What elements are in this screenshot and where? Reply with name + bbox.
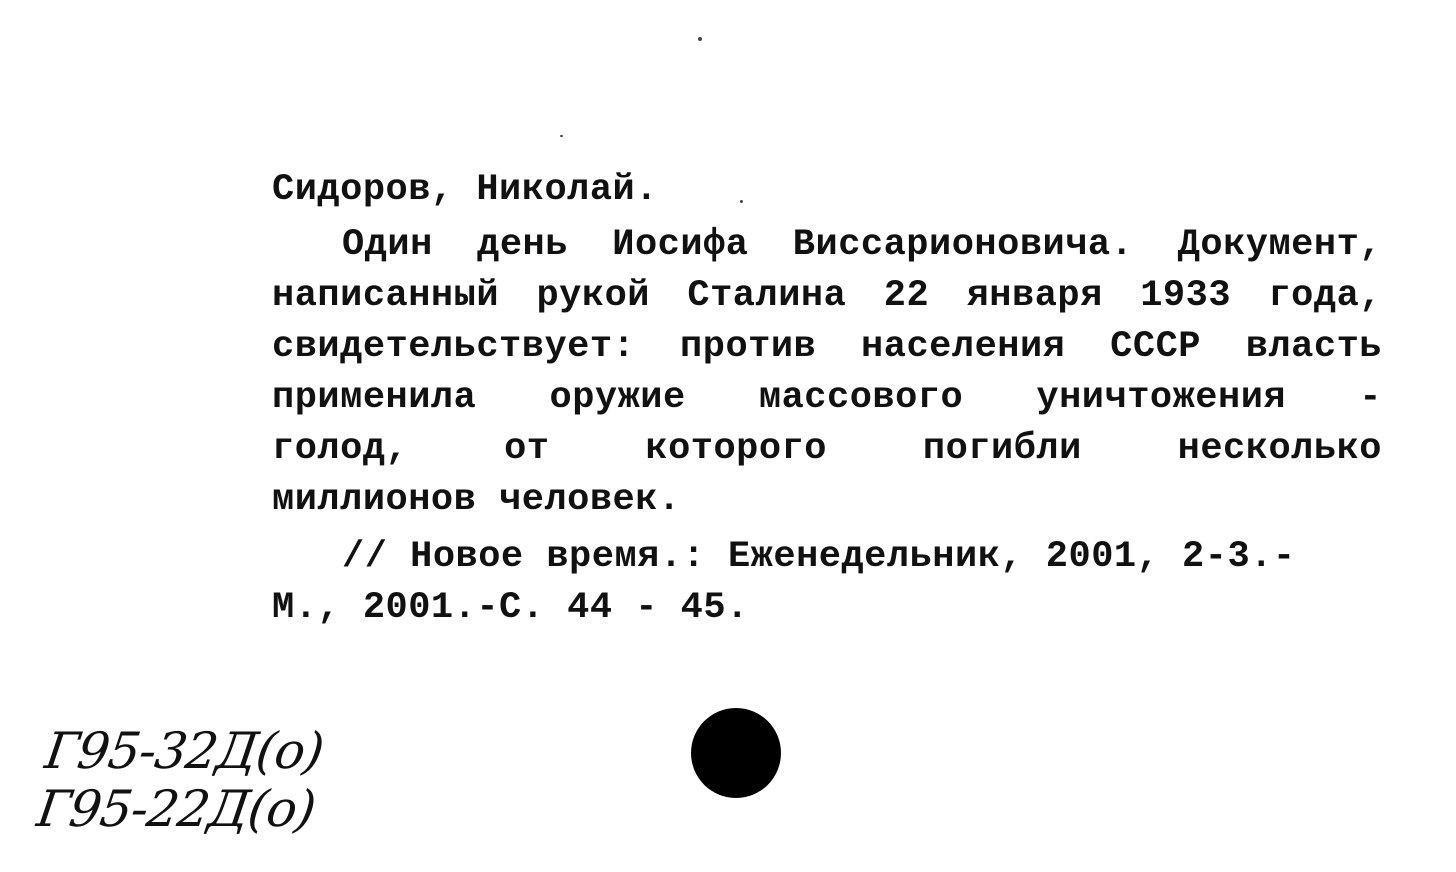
bibliographic-entry [272,165,1382,634]
source-line: М., 2001.-С. 44 - 45. [272,587,749,629]
abstract-line: миллионов человек. [272,479,681,521]
abstract-line: написанный рукой Сталина 22 января 1933 года, [272,275,1382,317]
shelf-code: Г95-22Д(о) [33,780,319,838]
scan-speck [560,135,563,137]
abstract-line: свидетельствует: против населения СССР власть [272,326,1382,368]
abstract-line: Один день Иосифа Виссарионовича. Документ, [342,224,1382,266]
source-line: // Новое время.: Еженедельник, 2001, 2-3.- [342,536,1296,578]
abstract-line: голод, от которого погибли несколько [272,428,1382,470]
abstract-line: применила оружие массового уничтожения - [272,377,1382,419]
punch-hole [691,708,781,798]
handwritten-shelf-codes [30,722,410,862]
scan-speck [698,37,702,41]
author-name: Сидоров, Николай. [272,169,658,211]
shelf-code: Г95-32Д(о) [41,722,327,780]
